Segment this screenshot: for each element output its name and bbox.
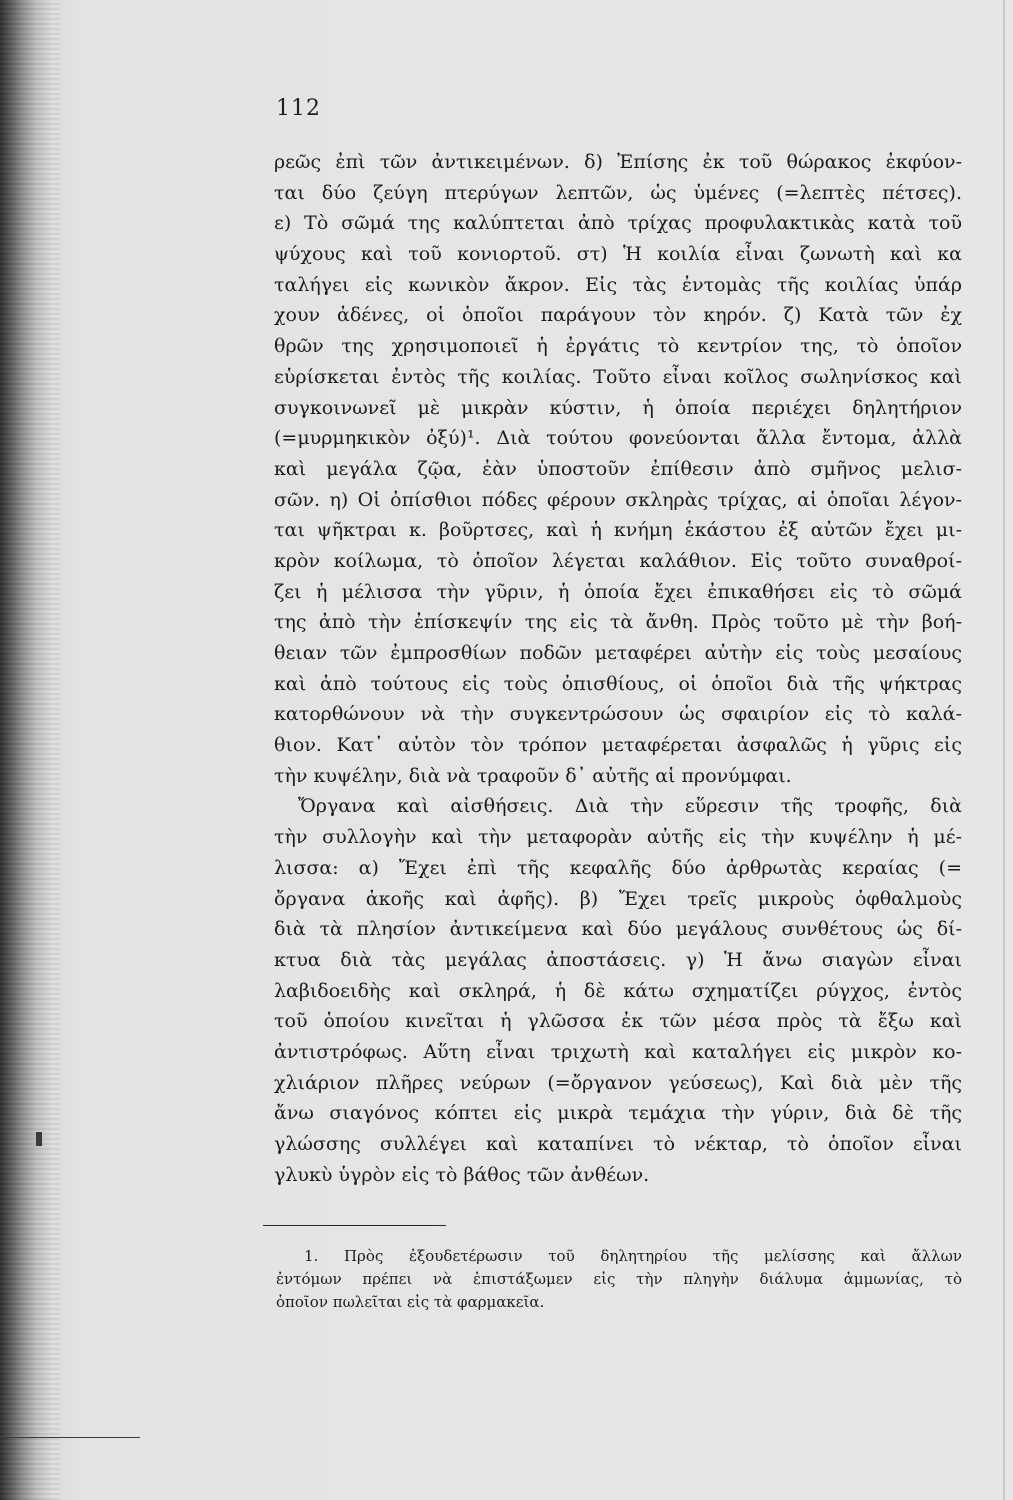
text-line: θρῶν της χρησιμοποιεῖ ἡ ἐργάτις τὸ κεντρίον της, τὸ ὁποῖον xyxy=(274,335,962,358)
text-line: καὶ ἀπὸ τούτους εἰς τοὺς ὀπισθίους, οἱ ὁποῖοι διὰ τῆς ψήκτρας xyxy=(274,672,962,695)
text-line: λισσα: α) Ἔχει ἐπὶ τῆς κεφαλῆς δύο ἀρθρωτὰς κεραίας (= xyxy=(274,856,962,879)
text-line: ρεῶς ἐπὶ τῶν ἀντικειμένων. δ) Ἐπίσης ἐκ τοῦ θώρακος ἐκφύον- xyxy=(274,151,962,173)
text-line: ἀντιστρόφως. Αὕτη εἶναι τριχωτὴ καὶ καταλήγει εἰς μικρὸν κο- xyxy=(274,1040,962,1063)
footnote-rule xyxy=(263,1225,446,1226)
footnote xyxy=(276,1245,962,1314)
text-line: (=μυρμηκικὸν ὀξύ)¹. Διὰ τούτου φονεύονται ἄλλα ἔντομα, ἀλλὰ xyxy=(274,427,962,450)
page-number: 112 xyxy=(276,96,321,121)
text-line: ζει ἡ μέλισσα τὴν γῦριν, ἡ ὁποία ἔχει ἐπικαθήσει εἰς τὸ σῶμά xyxy=(274,580,962,603)
text-line: σῶν. η) Οἱ ὀπίσθιοι πόδες φέρουν σκληρὰς τρίχας, αἱ ὁποῖαι λέγον- xyxy=(274,488,962,511)
footnote-line: ἐντόμων πρέπει νὰ ἐπιστάξωμεν εἰς τὴν πληγὴν διάλυμα ἀμμωνίας, τὸ xyxy=(276,1270,962,1288)
body-text xyxy=(274,147,962,1190)
text-line: ται ψῆκτραι κ. βοῦρτσες, καὶ ἡ κνήμη ἑκάστου ἐξ αὐτῶν ἔχει μι- xyxy=(274,519,962,542)
text-line: χουν ἀδένες, οἱ ὁποῖοι παράγουν τὸν κηρόν. ζ) Κατὰ τῶν ἐχ xyxy=(274,304,962,327)
text-line: τὴν συλλογὴν καὶ τὴν μεταφορὰν αὐτῆς εἰς τὴν κυψέλην ἡ μέ- xyxy=(274,826,962,849)
text-line: κρὸν κοίλωμα, τὸ ὁποῖον λέγεται καλάθιον. Εἰς τοῦτο συναθροί- xyxy=(274,549,962,572)
text-line: γλώσσης συλλέγει καὶ καταπίνει τὸ νέκταρ, τὸ ὁποῖον εἶναι xyxy=(274,1133,962,1155)
paragraph-end-line: τὴν κυψέλην, διὰ νὰ τραφοῦν δ᾽ αὐτῆς αἱ προνύμφαι. xyxy=(274,764,792,787)
paragraph-end-line: γλυκὺ ὑγρὸν εἰς τὸ βάθος τῶν ἀνθέων. xyxy=(274,1163,650,1186)
text-line: ἄνω σιαγόνος κόπτει εἰς μικρὰ τεμάχια τὴν γύριν, διὰ δὲ τῆς xyxy=(274,1102,962,1125)
text-line: θιον. Κατ᾽ αὐτὸν τὸν τρόπον μεταφέρεται ἀσφαλῶς ἡ γῦρις εἰς xyxy=(274,734,962,757)
text-line: λαβιδοειδὴς καὶ σκληρά, ἡ δὲ κάτω σχηματίζει ρύγχος, ἐντὸς xyxy=(274,979,962,1002)
text-line: ψύχους καὶ τοῦ κονιορτοῦ. στ) Ἡ κοιλία εἶναι ζωνωτὴ καὶ κα xyxy=(274,243,962,266)
text-line: ὄργανα ἀκοῆς καὶ ἀφῆς). β) Ἔχει τρεῖς μικροὺς ὀφθαλμοὺς xyxy=(274,887,962,910)
book-binding-edge xyxy=(0,0,60,1500)
text-line: ε) Τὸ σῶμά της καλύπτεται ἀπὸ τρίχας προφυλακτικὰς κατὰ τοῦ xyxy=(274,212,962,235)
text-line: ται δύο ζεύγη πτερύγων λεπτῶν, ὡς ὑμένες (=λεπτὲς πέτσες). xyxy=(274,181,962,204)
text-line: θειαν τῶν ἐμπροσθίων ποδῶν μεταφέρει αὐτὴν εἰς τοὺς μεσαίους xyxy=(274,642,962,664)
margin-mark xyxy=(36,1132,42,1146)
section-heading-line: Ὄργανα καὶ αἰσθήσεις. Διὰ τὴν εὕρεσιν τῆς τροφῆς, διὰ xyxy=(298,795,962,818)
footnote-line: 1. Πρὸς ἐξουδετέρωσιν τοῦ δηλητηρίου τῆς μελίσσης καὶ ἄλλων xyxy=(304,1247,962,1265)
text-line: κατορθώνουν νὰ τὴν συγκεντρώσουν ὡς σφαιρίον εἰς τὸ καλά- xyxy=(274,703,962,726)
text-line: ταλήγει εἰς κωνικὸν ἄκρον. Εἰς τὰς ἐντομὰς τῆς κοιλίας ὑπάρ xyxy=(274,273,962,296)
margin-rule xyxy=(0,1437,140,1438)
text-line: εὑρίσκεται ἐντὸς τῆς κοιλίας. Τοῦτο εἶναι κοῖλος σωληνίσκος καὶ xyxy=(274,365,962,388)
text-line: καὶ μεγάλα ζῷα, ἐὰν ὑποστοῦν ἐπίθεσιν ἀπὸ σμῆνος μελισ- xyxy=(274,457,962,480)
text-line: συγκοινωνεῖ μὲ μικρὰν κύστιν, ἡ ὁποία περιέχει δηλητήριον xyxy=(274,396,962,419)
footnote-line: ὁποῖον πωλεῖται εἰς τὰ φαρμακεῖα. xyxy=(276,1293,545,1311)
text-line: κτυα διὰ τὰς μεγάλας ἀποστάσεις. γ) Ἡ ἄνω σιαγὼν εἶναι xyxy=(274,948,962,971)
text-line: διὰ τὰ πλησίον ἀντικείμενα καὶ δύο μεγάλους συνθέτους ὡς δί- xyxy=(274,918,962,941)
text-line: της ἀπὸ τὴν ἐπίσκεψίν της εἰς τὰ ἄνθη. Πρὸς τοῦτο μὲ τὴν βοή- xyxy=(274,611,962,634)
text-line: χλιάριον πλῆρες νεύρων (=ὄργανον γεύσεως), Καὶ διὰ μὲν τῆς xyxy=(274,1071,962,1094)
page-edge xyxy=(1003,0,1005,1500)
text-line: τοῦ ὁποίου κινεῖται ἡ γλῶσσα ἐκ τῶν μέσα πρὸς τὰ ἔξω καὶ xyxy=(274,1010,962,1033)
